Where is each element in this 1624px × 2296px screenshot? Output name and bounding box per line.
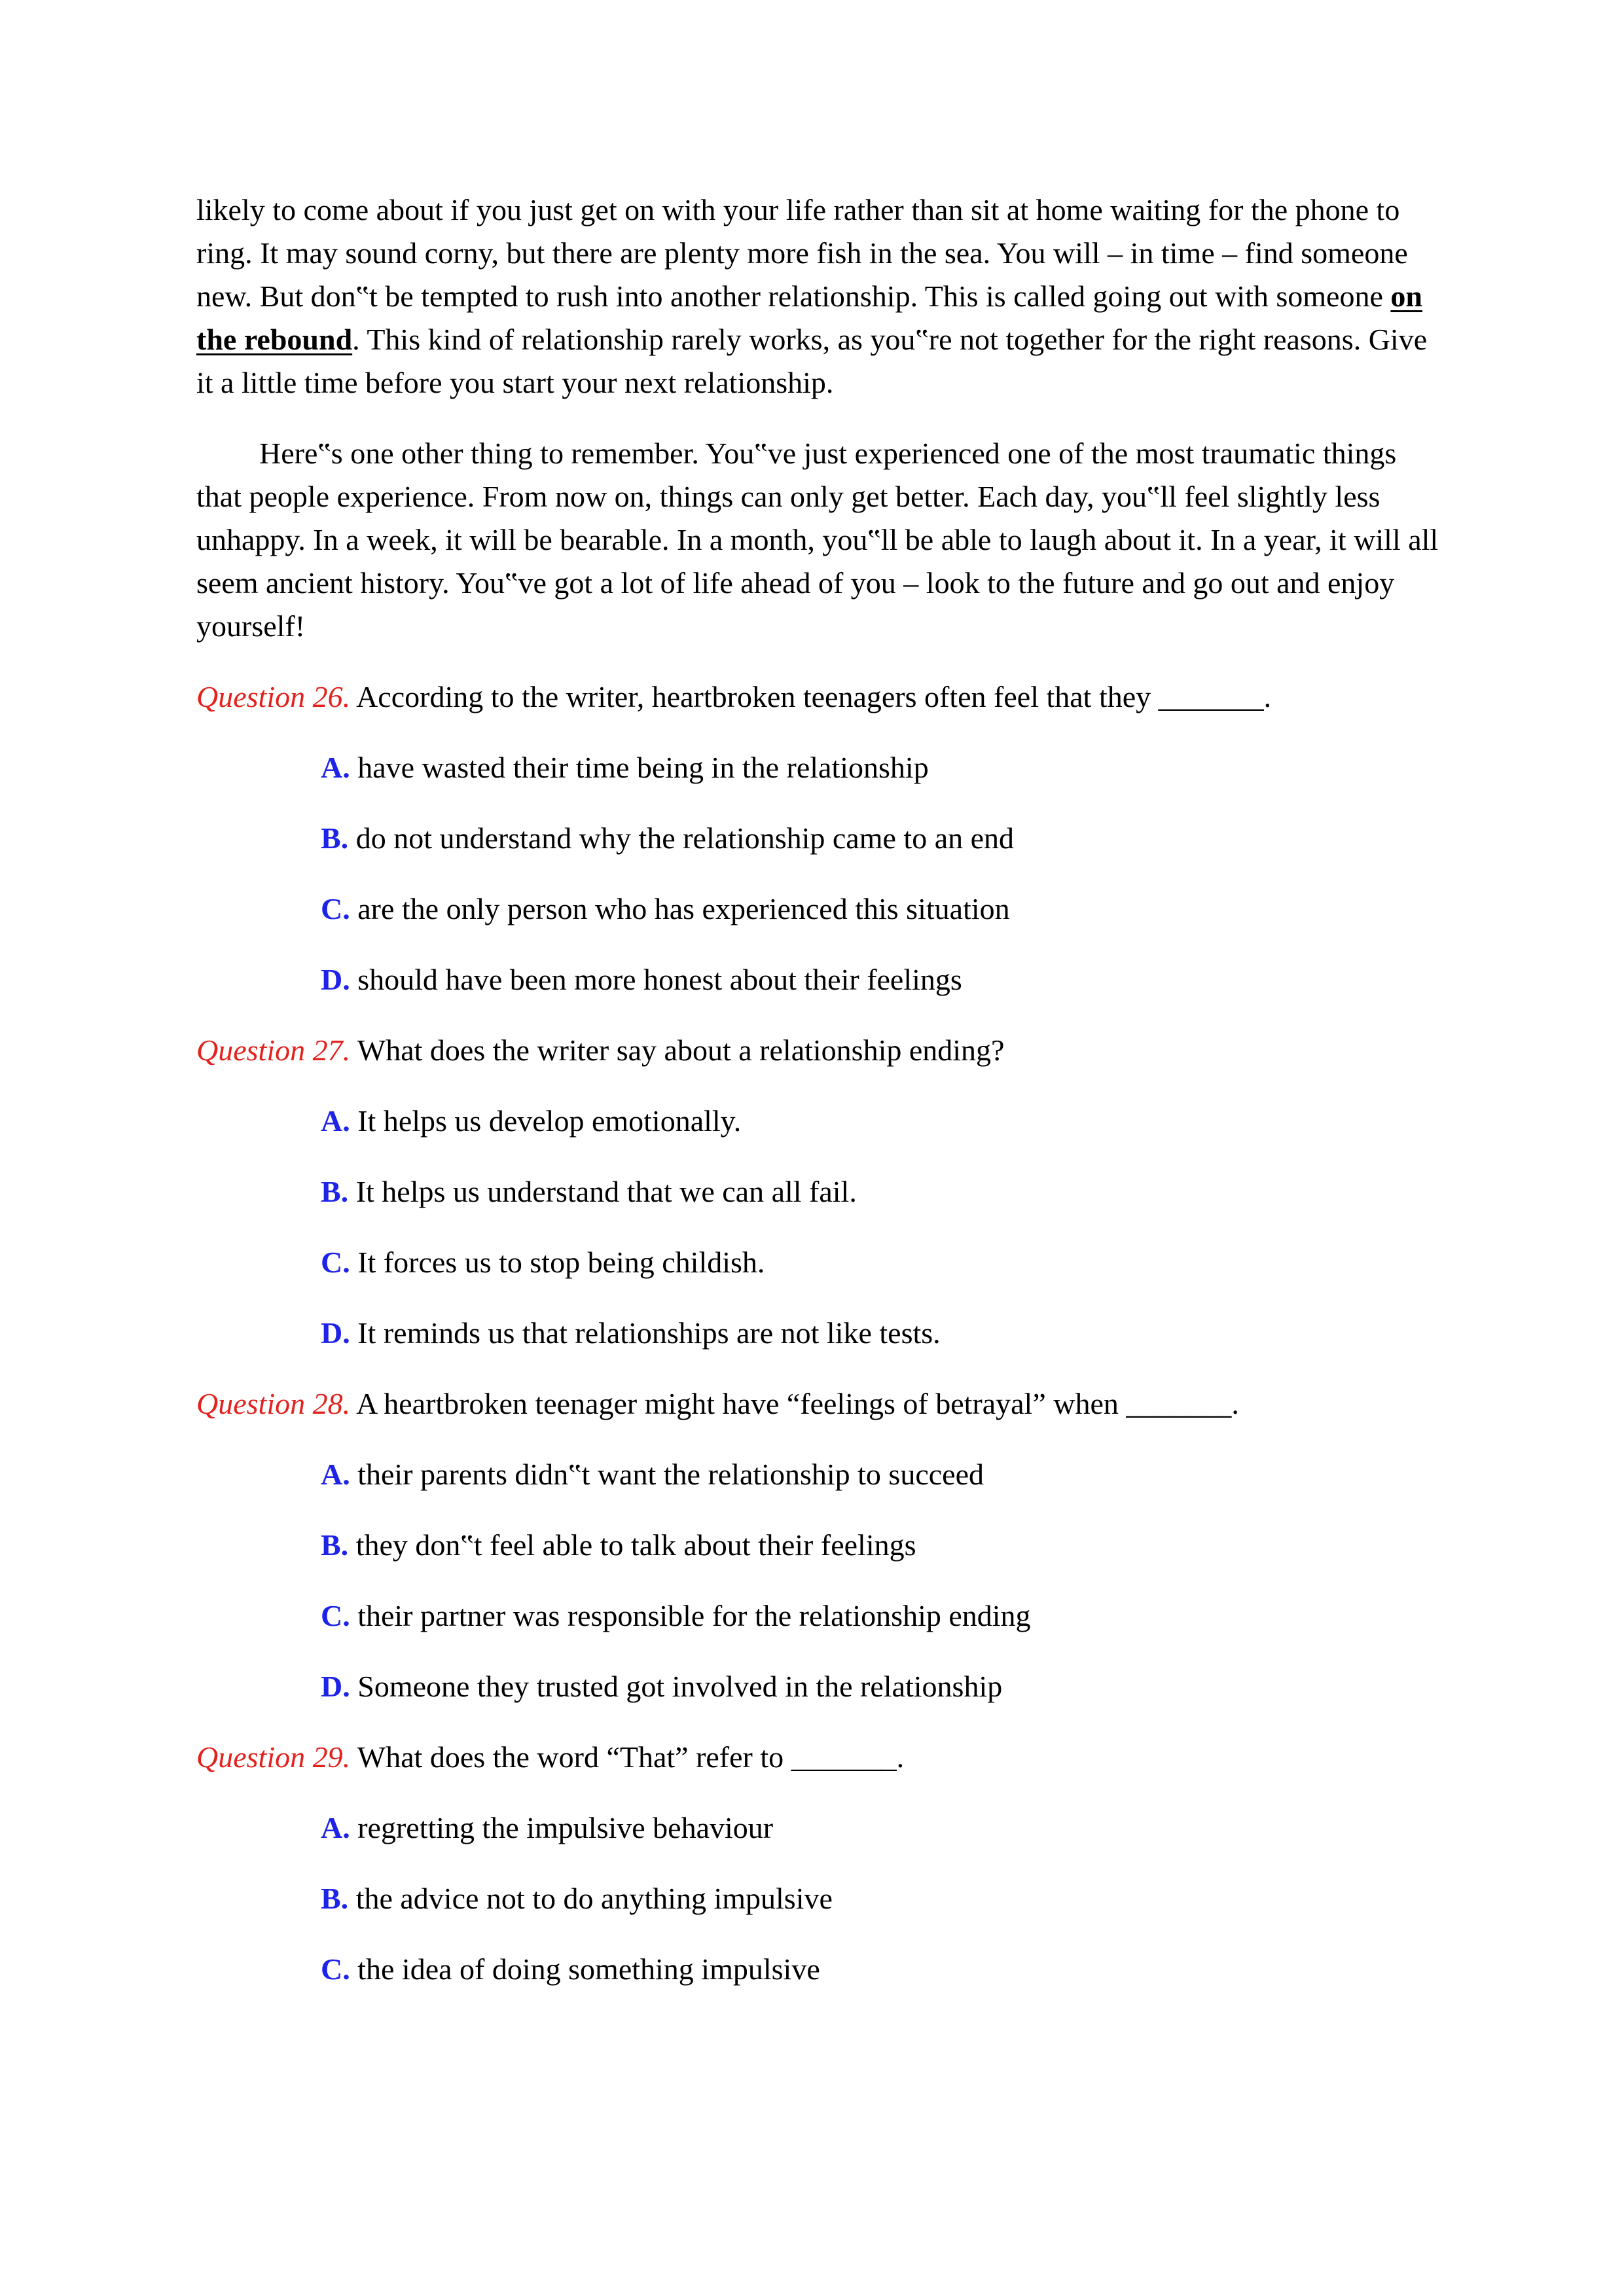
question-text: According to the writer, heartbroken teenagers often feel that they _______. <box>350 680 1272 713</box>
option-28c[interactable] <box>321 1594 1440 1638</box>
question-29 <box>196 1736 1440 1779</box>
option-letter: B. <box>321 1528 349 1562</box>
option-text: the idea of doing something impulsive <box>350 1952 820 1986</box>
question-text: A heartbroken teenager might have “feelings of betrayal” when _______. <box>350 1387 1239 1420</box>
option-27a[interactable] <box>321 1100 1440 1143</box>
option-text: Someone they trusted got involved in the relationship <box>350 1670 1003 1703</box>
question-text: What does the word “That” refer to _______. <box>350 1740 905 1774</box>
option-text: have wasted their time being in the relationship <box>350 751 929 784</box>
option-text: the advice not to do anything impulsive <box>348 1882 833 1915</box>
option-text: It helps us develop emotionally. <box>350 1104 742 1138</box>
option-28a[interactable] <box>321 1453 1440 1496</box>
option-text: they don‟t feel able to talk about their feelings <box>348 1528 916 1562</box>
option-text: their parents didn‟t want the relationship to succeed <box>350 1458 984 1491</box>
option-26c[interactable] <box>321 888 1440 931</box>
option-26a[interactable] <box>321 746 1440 789</box>
option-letter: A. <box>321 1458 350 1491</box>
option-text: It reminds us that relationships are not like tests. <box>350 1316 941 1350</box>
option-26d[interactable] <box>321 958 1440 1001</box>
option-text: It helps us understand that we can all fail. <box>348 1175 857 1208</box>
option-text: their partner was responsible for the relationship ending <box>350 1599 1031 1632</box>
option-letter: C. <box>321 1599 350 1632</box>
passage-paragraph <box>196 432 1440 648</box>
option-29a[interactable] <box>321 1806 1440 1850</box>
option-letter: C. <box>321 892 350 925</box>
option-letter: A. <box>321 751 350 784</box>
option-text: regretting the impulsive behaviour <box>350 1811 774 1844</box>
question-number: Question 29. <box>196 1740 351 1774</box>
option-26b[interactable] <box>321 817 1440 860</box>
question-28 <box>196 1382 1440 1426</box>
option-letter: D. <box>321 1316 350 1350</box>
option-text: are the only person who has experienced this situation <box>350 892 1010 925</box>
option-letter: D. <box>321 963 350 996</box>
option-28d[interactable] <box>321 1665 1440 1708</box>
question-text: What does the writer say about a relationship ending? <box>350 1033 1005 1067</box>
option-text: do not understand why the relationship came to an end <box>348 821 1015 855</box>
option-letter: B. <box>321 821 349 855</box>
option-letter: D. <box>321 1670 350 1703</box>
passage-text: likely to come about if you just get on with your life rather than sit at home waiting for the phone to ring. It may sound corny, but there are plenty more fish in the sea. You will – in time – find someone new. But don‟t be tempted to rush into another relationship. This is called going out with someone <box>196 193 1408 313</box>
passage-paragraph <box>196 188 1440 404</box>
passage-text: Here‟s one other thing to remember. You‟ve just experienced one of the most traumatic things that people experience. From now on, things can only get better. Each day, you‟ll feel slightly less unhappy. In a week, it will be bearable. In a month, you‟ll be able to laugh about it. In a year, it will all seem ancient history. You‟ve got a lot of life ahead of you – look to the future and go out and enjoy yourself! <box>196 437 1439 643</box>
option-29c[interactable] <box>321 1948 1440 1991</box>
option-27b[interactable] <box>321 1170 1440 1213</box>
page-content <box>196 188 1440 1991</box>
passage-text: . This kind of relationship rarely works, as you‟re not together for the right reasons. Give it a little time before you start your next relationship. <box>196 323 1428 399</box>
question-27 <box>196 1029 1440 1072</box>
question-number: Question 27. <box>196 1033 351 1067</box>
option-letter: B. <box>321 1175 349 1208</box>
option-27c[interactable] <box>321 1241 1440 1284</box>
option-letter: B. <box>321 1882 349 1915</box>
option-text: should have been more honest about their feelings <box>350 963 962 996</box>
option-text: It forces us to stop being childish. <box>350 1246 765 1279</box>
option-letter: A. <box>321 1811 350 1844</box>
question-26 <box>196 675 1440 719</box>
option-28b[interactable] <box>321 1524 1440 1567</box>
option-letter: C. <box>321 1246 350 1279</box>
option-letter: C. <box>321 1952 350 1986</box>
question-number: Question 26. <box>196 680 351 713</box>
option-27d[interactable] <box>321 1312 1440 1355</box>
option-29b[interactable] <box>321 1877 1440 1920</box>
underlined-phrase: on the rebound <box>196 279 1422 356</box>
option-letter: A. <box>321 1104 350 1138</box>
question-number: Question 28. <box>196 1387 351 1420</box>
